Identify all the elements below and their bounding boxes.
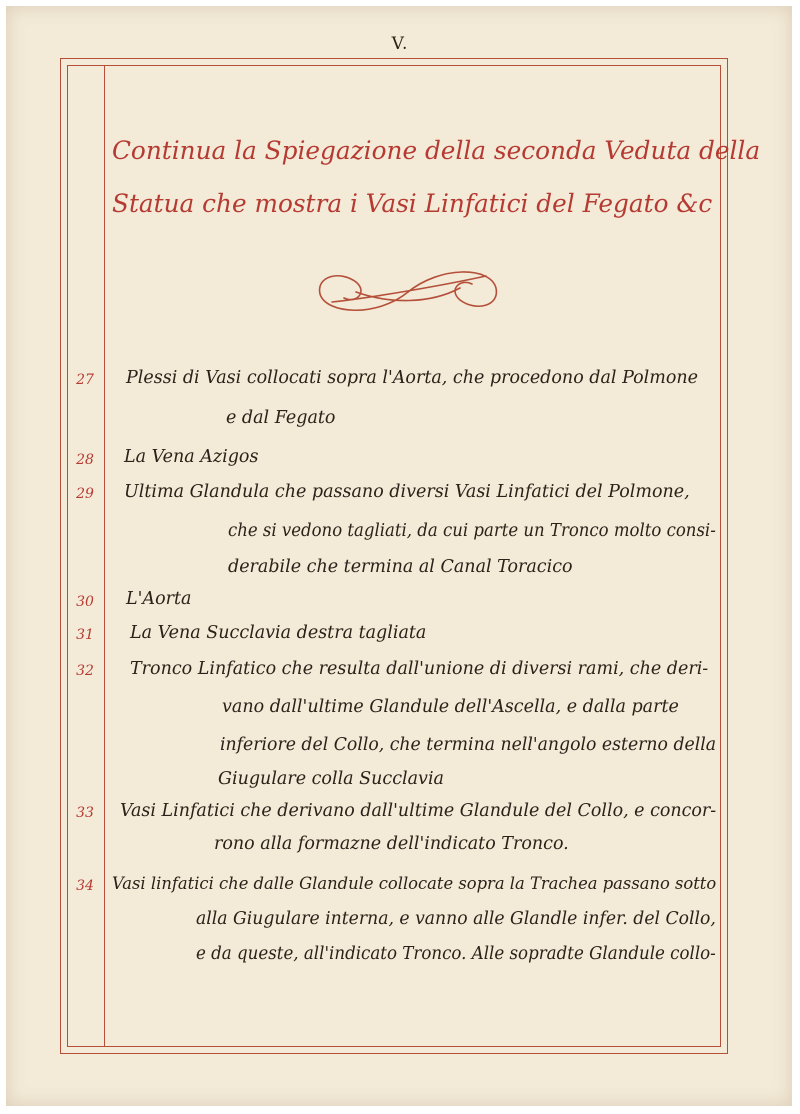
entry-number: 33 — [76, 805, 94, 821]
entry-number: 34 — [76, 878, 94, 894]
entry-line: Giugulare colla Succlavia — [218, 769, 444, 789]
entry-line: e dal Fegato — [226, 408, 336, 428]
entry-line: che si vedono tagliati, da cui parte un Tronco molto consi- — [228, 521, 716, 541]
entry-line: Plessi di Vasi collocati sopra l'Aorta, che procedono dal Polmone — [126, 368, 699, 388]
entry-line: Vasi Linfatici che derivano dall'ultime Glandule del Collo, e concor- — [120, 801, 717, 821]
entry-line: Ultima Glandula che passano diversi Vasi Linfatici del Polmone, — [124, 482, 690, 502]
entry-line: La Vena Azigos — [124, 447, 259, 467]
entry-number: 28 — [76, 452, 94, 468]
entry-number: 31 — [76, 627, 94, 643]
title-line: Continua la Spiegazione della seconda Veduta della — [112, 136, 761, 165]
entry-line: La Vena Succlavia destra tagliata — [130, 623, 427, 643]
entry-line: inferiore del Collo, che termina nell'angolo esterno della — [220, 735, 717, 755]
entry-line: e da queste, all'indicato Tronco. Alle sopradte Glandule collo- — [196, 944, 716, 964]
entry-number: 30 — [76, 594, 94, 610]
entry-line: Tronco Linfatico che resulta dall'unione di diversi rami, che deri- — [130, 659, 709, 679]
page-number: V. — [391, 34, 409, 54]
entry-line: Vasi linfatici che dalle Glandule collocate sopra la Trachea passano sotto — [112, 874, 717, 893]
entry-line: L'Aorta — [126, 589, 192, 609]
entry-line: derabile che termina al Canal Toracico — [228, 557, 573, 577]
title-line: Statua che mostra i Vasi Linfatici del Fegato &c — [112, 189, 713, 218]
entry-number: 32 — [76, 663, 94, 679]
entry-number: 27 — [76, 372, 94, 388]
entry-line: vano dall'ultime Glandule dell'Ascella, e dalla parte — [222, 697, 679, 717]
entry-line: alla Giugulare interna, e vanno alle Glandle infer. del Collo, — [196, 909, 716, 929]
entry-number: 29 — [76, 486, 94, 502]
entry-line: rono alla formazne dell'indicato Tronco. — [214, 834, 569, 854]
